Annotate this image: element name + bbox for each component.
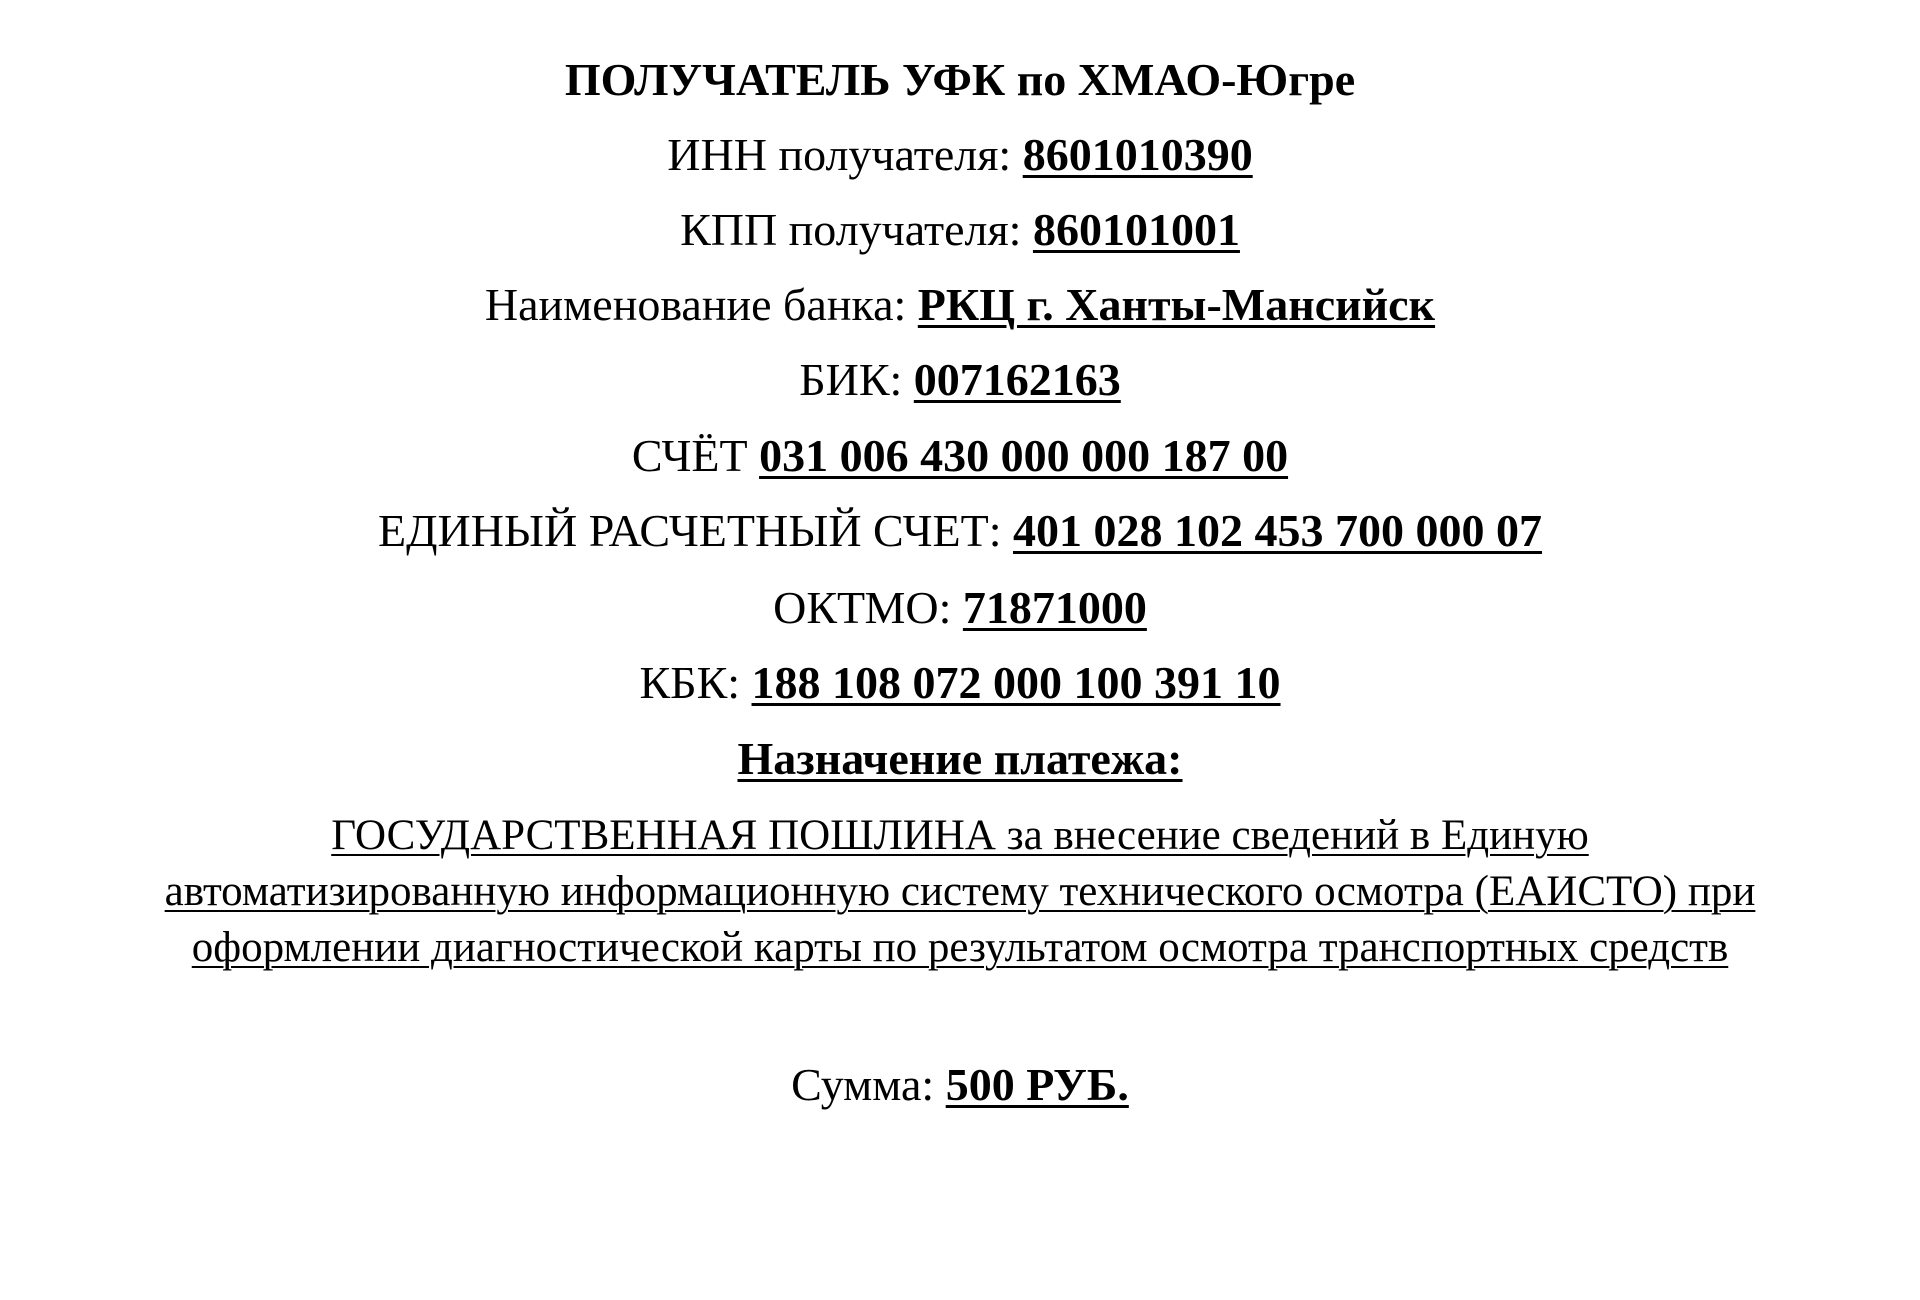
kbk-row <box>0 655 1920 711</box>
account-row <box>0 428 1920 484</box>
kpp-value: 860101001 <box>1032 204 1240 255</box>
bik-value: 007162163 <box>913 354 1121 405</box>
recipient-title: ПОЛУЧАТЕЛЬ УФК по ХМАО-Югре <box>564 54 1356 105</box>
kpp-row <box>0 202 1920 258</box>
oktmo-label: ОКТМО: <box>773 582 952 633</box>
oktmo-row <box>0 580 1920 636</box>
kbk-label: КБК: <box>639 657 741 708</box>
oktmo-value: 71871000 <box>962 582 1147 633</box>
bank-row <box>0 277 1920 333</box>
account-label: СЧЁТ <box>631 430 748 481</box>
single-account-value: 401 028 102 453 700 000 07 <box>1012 505 1542 556</box>
purpose-text: ГОСУДАРСТВЕННАЯ ПОШЛИНА за внесение сведений в Единую автоматизированную информационную систему технического осмотра (ЕАИСТО) при оформлении диагностической карты по результатом осмотра транспортных средств <box>164 812 1756 971</box>
single-account-label: ЕДИНЫЙ РАСЧЕТНЫЙ СЧЕТ: <box>378 505 1002 556</box>
purpose-heading-row <box>0 731 1920 787</box>
bik-row <box>0 352 1920 408</box>
inn-label: ИНН получателя: <box>667 129 1012 180</box>
purpose-heading: Назначение платежа: <box>737 733 1183 784</box>
amount-value: 500 РУБ. <box>945 1059 1129 1110</box>
account-value: 031 006 430 000 000 187 00 <box>759 430 1289 481</box>
bank-label: Наименование банка: <box>484 279 907 330</box>
amount-label: Сумма: <box>791 1059 935 1110</box>
kbk-value: 188 108 072 000 100 391 10 <box>751 657 1281 708</box>
bik-label: БИК: <box>799 354 903 405</box>
inn-row <box>0 127 1920 183</box>
kpp-label: КПП получателя: <box>680 204 1022 255</box>
single-account-row <box>0 503 1920 559</box>
purpose-text-block <box>140 808 1780 976</box>
inn-value: 8601010390 <box>1022 129 1253 180</box>
bank-value: РКЦ г. Ханты-Мансийск <box>917 279 1436 330</box>
amount-row <box>0 1057 1920 1113</box>
